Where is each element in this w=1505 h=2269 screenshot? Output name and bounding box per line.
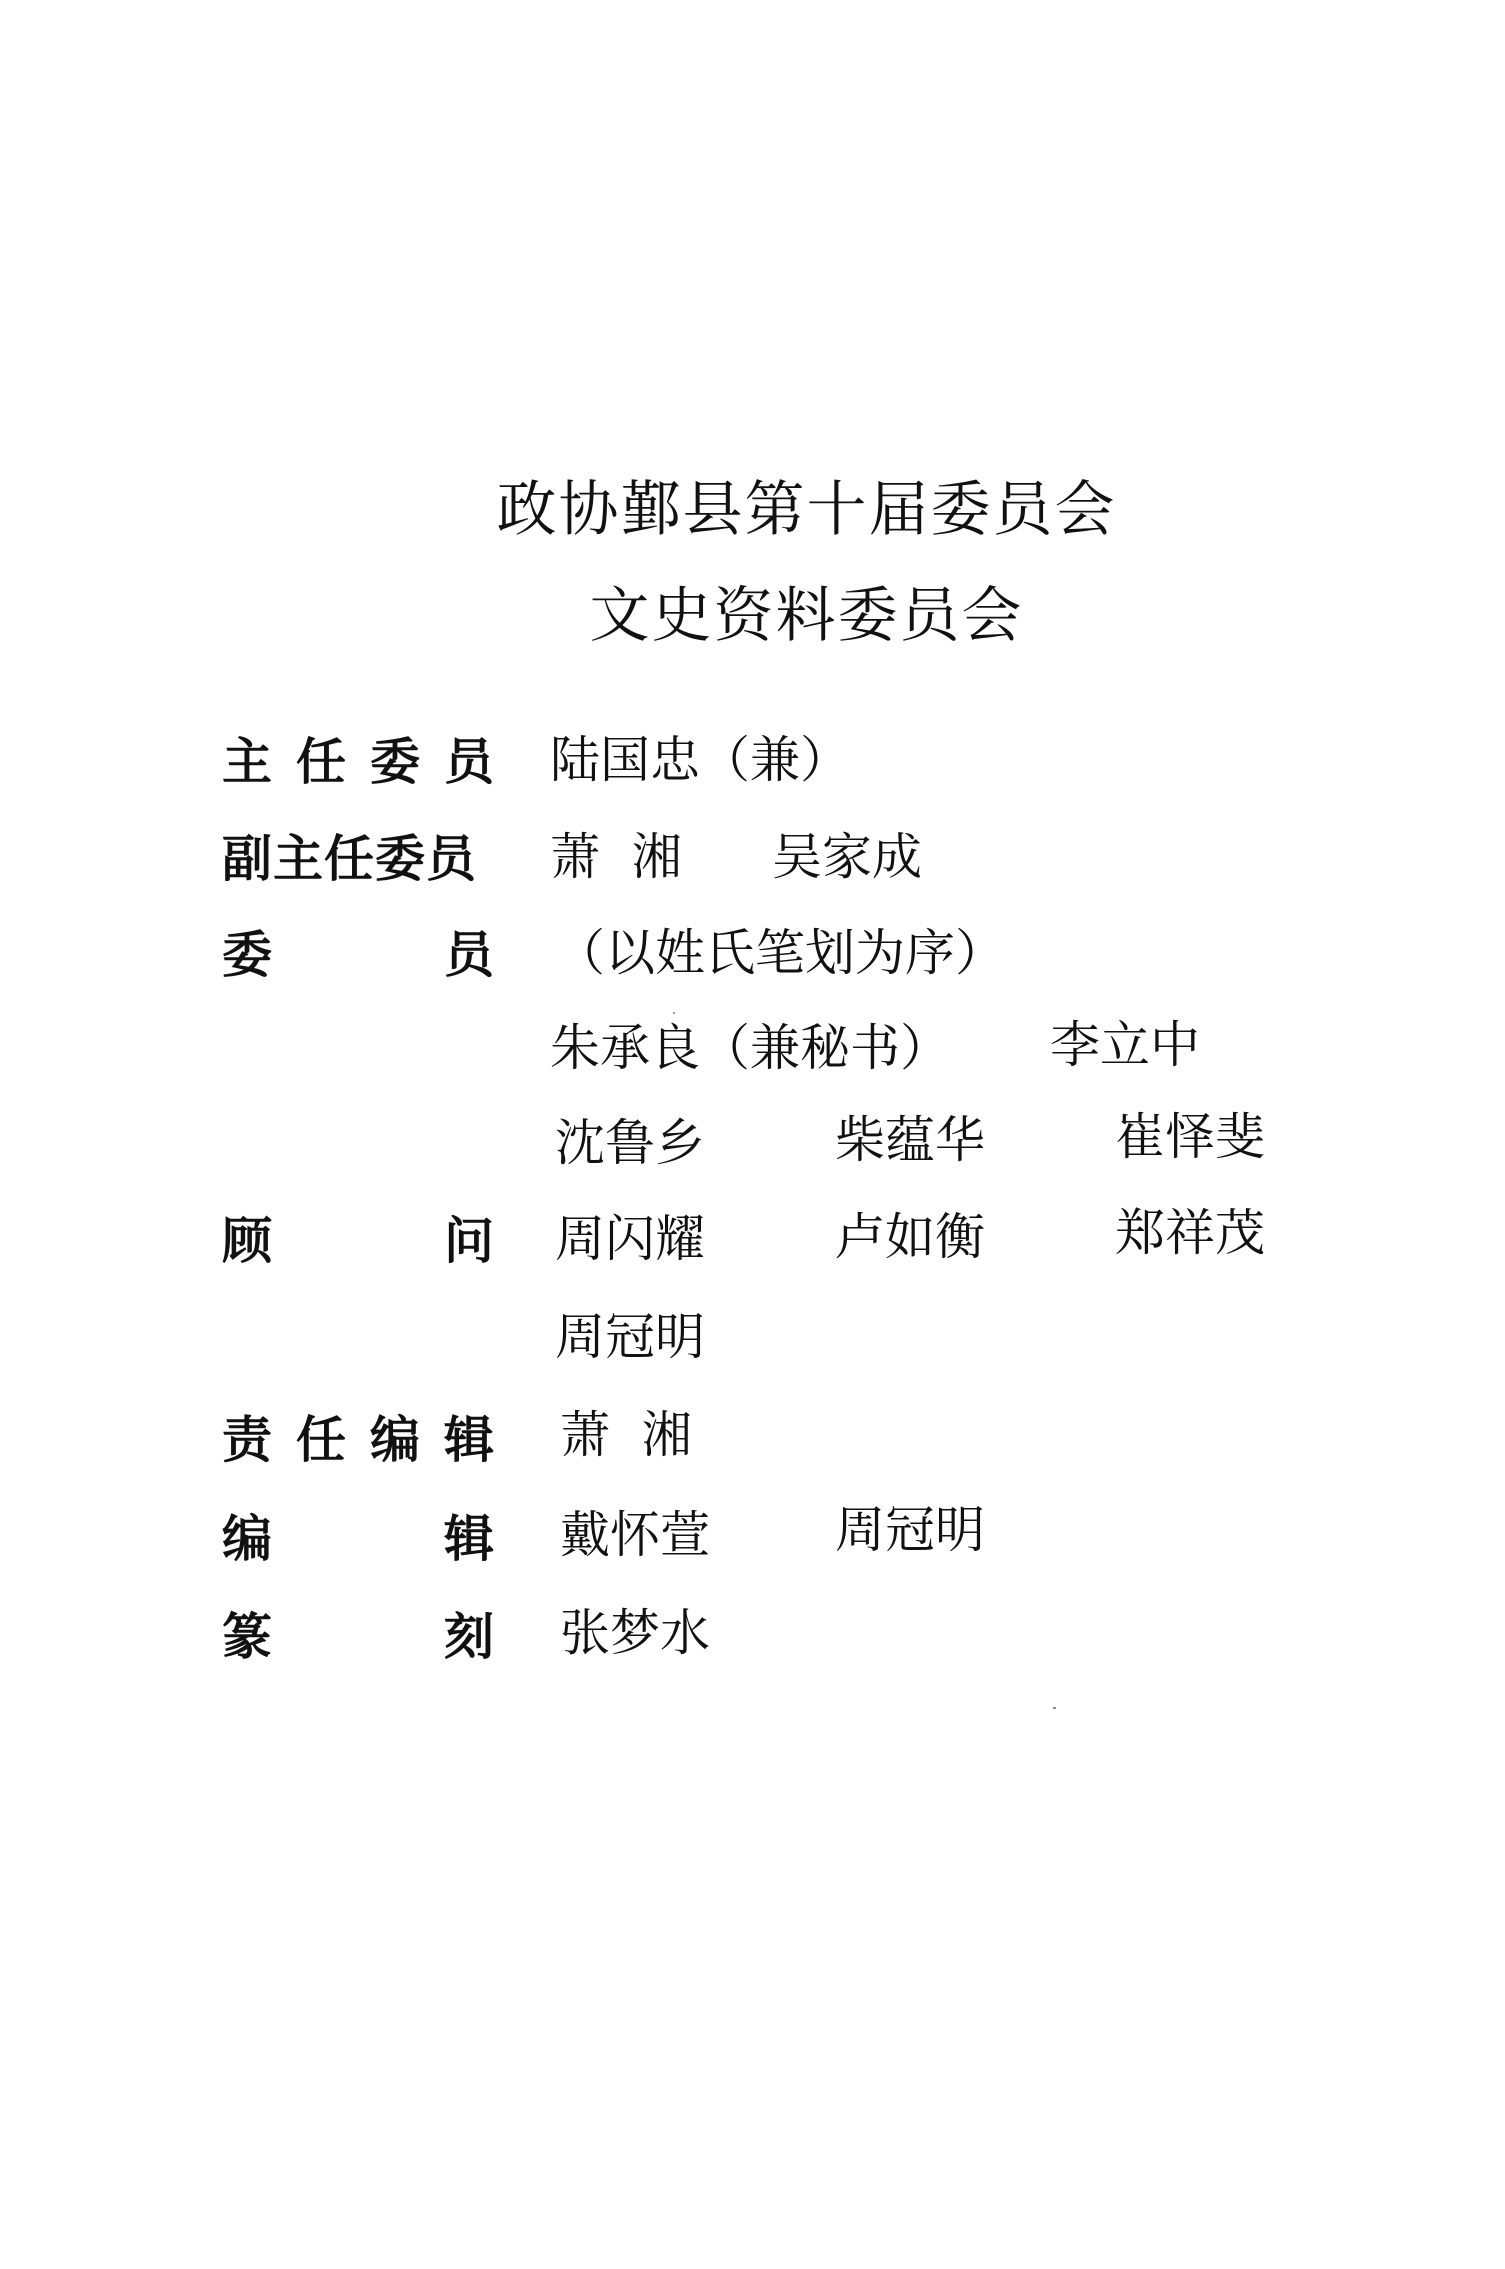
director-label: [222, 733, 494, 791]
label-char: 主: [222, 733, 272, 791]
editor-name: 戴怀萱: [560, 1506, 710, 1564]
label-char: 员: [444, 733, 494, 791]
advisors-label: [222, 1212, 494, 1270]
member-name: 朱承良（兼秘书）: [550, 1019, 950, 1077]
label-char: 刻: [444, 1608, 494, 1666]
committee-title: 政协鄞县第十届委员会: [496, 475, 1117, 545]
seal-carving-label: [222, 1608, 494, 1666]
seal-carver-name: 张梦水: [560, 1604, 710, 1662]
label-char: 任: [296, 733, 346, 791]
members-order-note: （以姓氏笔划为序）: [555, 924, 1005, 982]
advisor-name: 周冠明: [555, 1308, 705, 1366]
advisor-name: 郑祥茂: [1115, 1204, 1265, 1262]
label-char: 委: [370, 733, 420, 791]
deputy-director-name: 萧 湘: [550, 828, 682, 886]
editor-in-charge-label: [222, 1411, 494, 1469]
advisor-name: 卢如衡: [835, 1208, 985, 1266]
members-label: [222, 926, 494, 984]
member-name: 李立中: [1050, 1016, 1200, 1074]
label-char: 顾: [222, 1212, 272, 1270]
label-char: 委: [222, 926, 272, 984]
editor-name: 周冠明: [835, 1501, 985, 1559]
label-char: 责: [222, 1411, 272, 1469]
advisor-name: 周闪耀: [555, 1210, 705, 1268]
label-char: 编: [222, 1510, 272, 1568]
scan-speck: [673, 1012, 675, 1014]
label-char: 问: [444, 1212, 494, 1270]
label-char: 篆: [222, 1608, 272, 1666]
member-name: 崔怿斐: [1115, 1108, 1265, 1166]
label-char: 辑: [444, 1411, 494, 1469]
label-char: 编: [370, 1411, 420, 1469]
member-name: 沈鲁乡: [555, 1114, 705, 1172]
committee-subtitle: 文史资料委员会: [589, 581, 1024, 651]
scan-speck: [1053, 1707, 1056, 1709]
member-name: 柴蕴华: [835, 1111, 985, 1169]
director-name: 陆国忠（兼）: [550, 731, 850, 789]
deputy-director-label: 副主任委员: [222, 830, 477, 888]
label-char: 辑: [444, 1510, 494, 1568]
label-char: 任: [296, 1411, 346, 1469]
editors-label: [222, 1510, 494, 1568]
label-char: 员: [444, 926, 494, 984]
deputy-director-name: 吴家成: [772, 828, 922, 886]
editor-in-charge-name: 萧 湘: [560, 1406, 692, 1464]
